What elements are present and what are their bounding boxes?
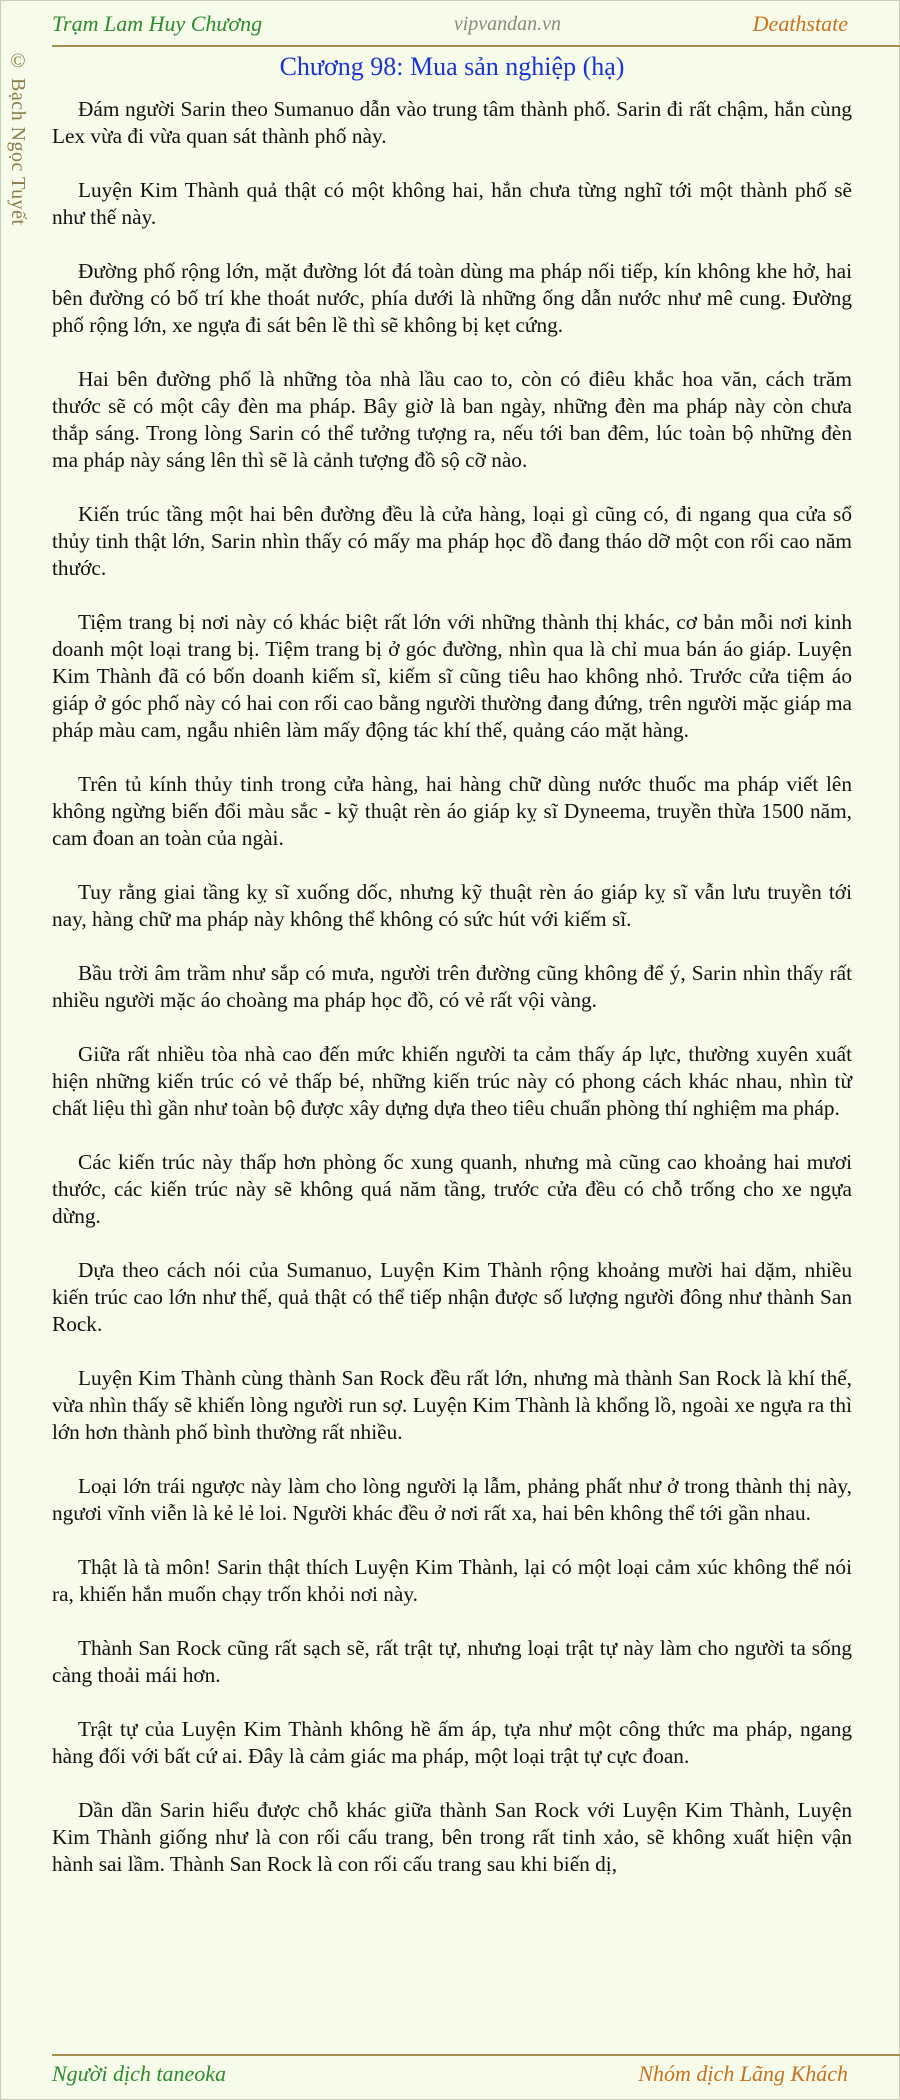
page-header xyxy=(52,8,848,40)
side-copyright: © Bạch Ngọc Tuyết xyxy=(7,50,29,226)
footer-rule xyxy=(52,2054,900,2056)
paragraph: Tuy rằng giai tầng kỵ sĩ xuống dốc, nhưng kỹ thuật rèn áo giáp kỵ sĩ vẫn lưu truyền tới nay, hàng chữ ma pháp này không thể không có sức hút với kiếm sĩ. xyxy=(52,880,852,931)
header-book-title: Trạm Lam Huy Chương xyxy=(52,11,263,36)
paragraph: Đám người Sarin theo Sumanuo dẫn vào trung tâm thành phố. Sarin đi rất chậm, hắn cùng Lex vừa đi vừa quan sát thành phố này. xyxy=(52,97,852,148)
paragraph: Trật tự của Luyện Kim Thành không hề ấm áp, tựa như một công thức ma pháp, ngang hàng đối với bất cứ ai. Đây là cảm giác ma pháp, một loại trật tự cực đoan. xyxy=(52,1717,852,1768)
header-author: Deathstate xyxy=(752,11,848,36)
paragraph: Thật là tà môn! Sarin thật thích Luyện Kim Thành, lại có một loại cảm xúc không thể nói ra, khiến hắn muốn chạy trốn khỏi nơi này. xyxy=(52,1555,852,1606)
footer-group: Nhóm dịch Lãng Khách xyxy=(638,2061,848,2086)
page-footer xyxy=(52,2058,848,2090)
paragraph: Dựa theo cách nói của Sumanuo, Luyện Kim Thành rộng khoảng mười hai dặm, nhiều kiến trúc cao lớn như thế, quả thật có thể tiếp nhận được số lượng người đông như thành San Rock. xyxy=(52,1258,852,1336)
footer-translator: Người dịch taneoka xyxy=(52,2061,227,2086)
header-site: vipvandan.vn xyxy=(453,12,562,35)
paragraph: Dần dần Sarin hiểu được chỗ khác giữa thành San Rock với Luyện Kim Thành, Luyện Kim Thành giống như là con rối cấu trang, bên trong rất tinh xảo, sẽ không xuất hiện vận hành sai lầm. Thành San Rock là con rối cấu trang sau khi biến dị, xyxy=(52,1798,852,1876)
paragraph: Thành San Rock cũng rất sạch sẽ, rất trật tự, nhưng loại trật tự này làm cho người ta sống càng thoải mái hơn. xyxy=(52,1636,852,1687)
paragraph: Giữa rất nhiều tòa nhà cao đến mức khiến người ta cảm thấy áp lực, thường xuyên xuất hiện những kiến trúc có vẻ thấp bé, những kiến trúc này có phong cách khác nhau, nhìn từ chất liệu thì gần như toàn bộ được xây dựng dựa theo tiêu chuẩn phòng thí nghiệm ma pháp. xyxy=(52,1042,852,1120)
paragraph: Loại lớn trái ngược này làm cho lòng người lạ lẫm, phảng phất như ở trong thành thị này, ngươi vĩnh viễn là kẻ lẻ loi. Người khác đều ở nơi rất xa, hai bên không thể tới gần nhau. xyxy=(52,1474,852,1525)
paragraph: Đường phố rộng lớn, mặt đường lót đá toàn dùng ma pháp nối tiếp, kín không khe hở, hai bên đường có bố trí khe thoát nước, phía dưới là những ống dẫn nước như mê cung. Đường phố rộng lớn, xe ngựa đi sát bên lề thì sẽ không bị kẹt cứng. xyxy=(52,259,852,337)
paragraph: Luyện Kim Thành cùng thành San Rock đều rất lớn, nhưng mà thành San Rock là khí thế, vừa nhìn thấy sẽ khiến lòng người run sợ. Luyện Kim Thành là khổng lồ, ngoài xe ngựa ra thì lớn hơn thành phố bình thường rất nhiều. xyxy=(52,1366,852,1444)
chapter-title: Chương 98: Mua sản nghiệp (hạ) xyxy=(279,52,625,81)
paragraph: Tiệm trang bị nơi này có khác biệt rất lớn với những thành thị khác, cơ bản mỗi nơi kinh doanh một loại trang bị. Tiệm trang bị ở góc đường, nhìn qua là chỉ mua bán áo giáp. Luyện Kim Thành đã có bốn doanh kiếm sĩ, kiếm sĩ cũng tiêu hao không nhỏ. Trước cửa tiệm áo giáp ở góc phố này có hai con rối cao bằng người thường đang đứng, trên người mặc giáp ma pháp màu cam, ngẫu nhiên làm mấy động tác khí thế, quảng cáo mặt hàng. xyxy=(52,610,852,742)
paragraph: Kiến trúc tầng một hai bên đường đều là cửa hàng, loại gì cũng có, đi ngang qua cửa sổ thủy tinh thật lớn, Sarin nhìn thấy có mấy ma pháp học đồ đang tháo dỡ một con rối cao năm thước. xyxy=(52,502,852,580)
chapter-content xyxy=(52,50,852,1905)
paragraph: Bầu trời âm trầm như sắp có mưa, người trên đường cũng không để ý, Sarin nhìn thấy rất nhiều người mặc áo choàng ma pháp học đồ, có vẻ rất vội vàng. xyxy=(52,961,852,1012)
paragraph: Các kiến trúc này thấp hơn phòng ốc xung quanh, nhưng mà cũng cao khoảng hai mươi thước, các kiến trúc này sẽ không quá năm tầng, trước cửa đều có chỗ trống cho xe ngựa dừng. xyxy=(52,1150,852,1228)
paragraph: Trên tủ kính thủy tinh trong cửa hàng, hai hàng chữ dùng nước thuốc ma pháp viết lên không ngừng biến đổi màu sắc - kỹ thuật rèn áo giáp kỵ sĩ Dyneema, truyền thừa 1500 năm, cam đoan an toàn của ngài. xyxy=(52,772,852,850)
paragraph: Hai bên đường phố là những tòa nhà lầu cao to, còn có điêu khắc hoa văn, cách trăm thước sẽ có một cây đèn ma pháp. Bây giờ là ban ngày, những đèn ma pháp này còn chưa thắp sáng. Trong lòng Sarin có thể tưởng tượng ra, nếu tới ban đêm, lúc toàn bộ những đèn ma pháp này sáng lên thì sẽ là cảnh tượng đồ sộ cỡ nào. xyxy=(52,367,852,472)
header-rule xyxy=(52,45,900,47)
paragraph: Luyện Kim Thành quả thật có một không hai, hắn chưa từng nghĩ tới một thành phố sẽ như thế này. xyxy=(52,178,852,229)
